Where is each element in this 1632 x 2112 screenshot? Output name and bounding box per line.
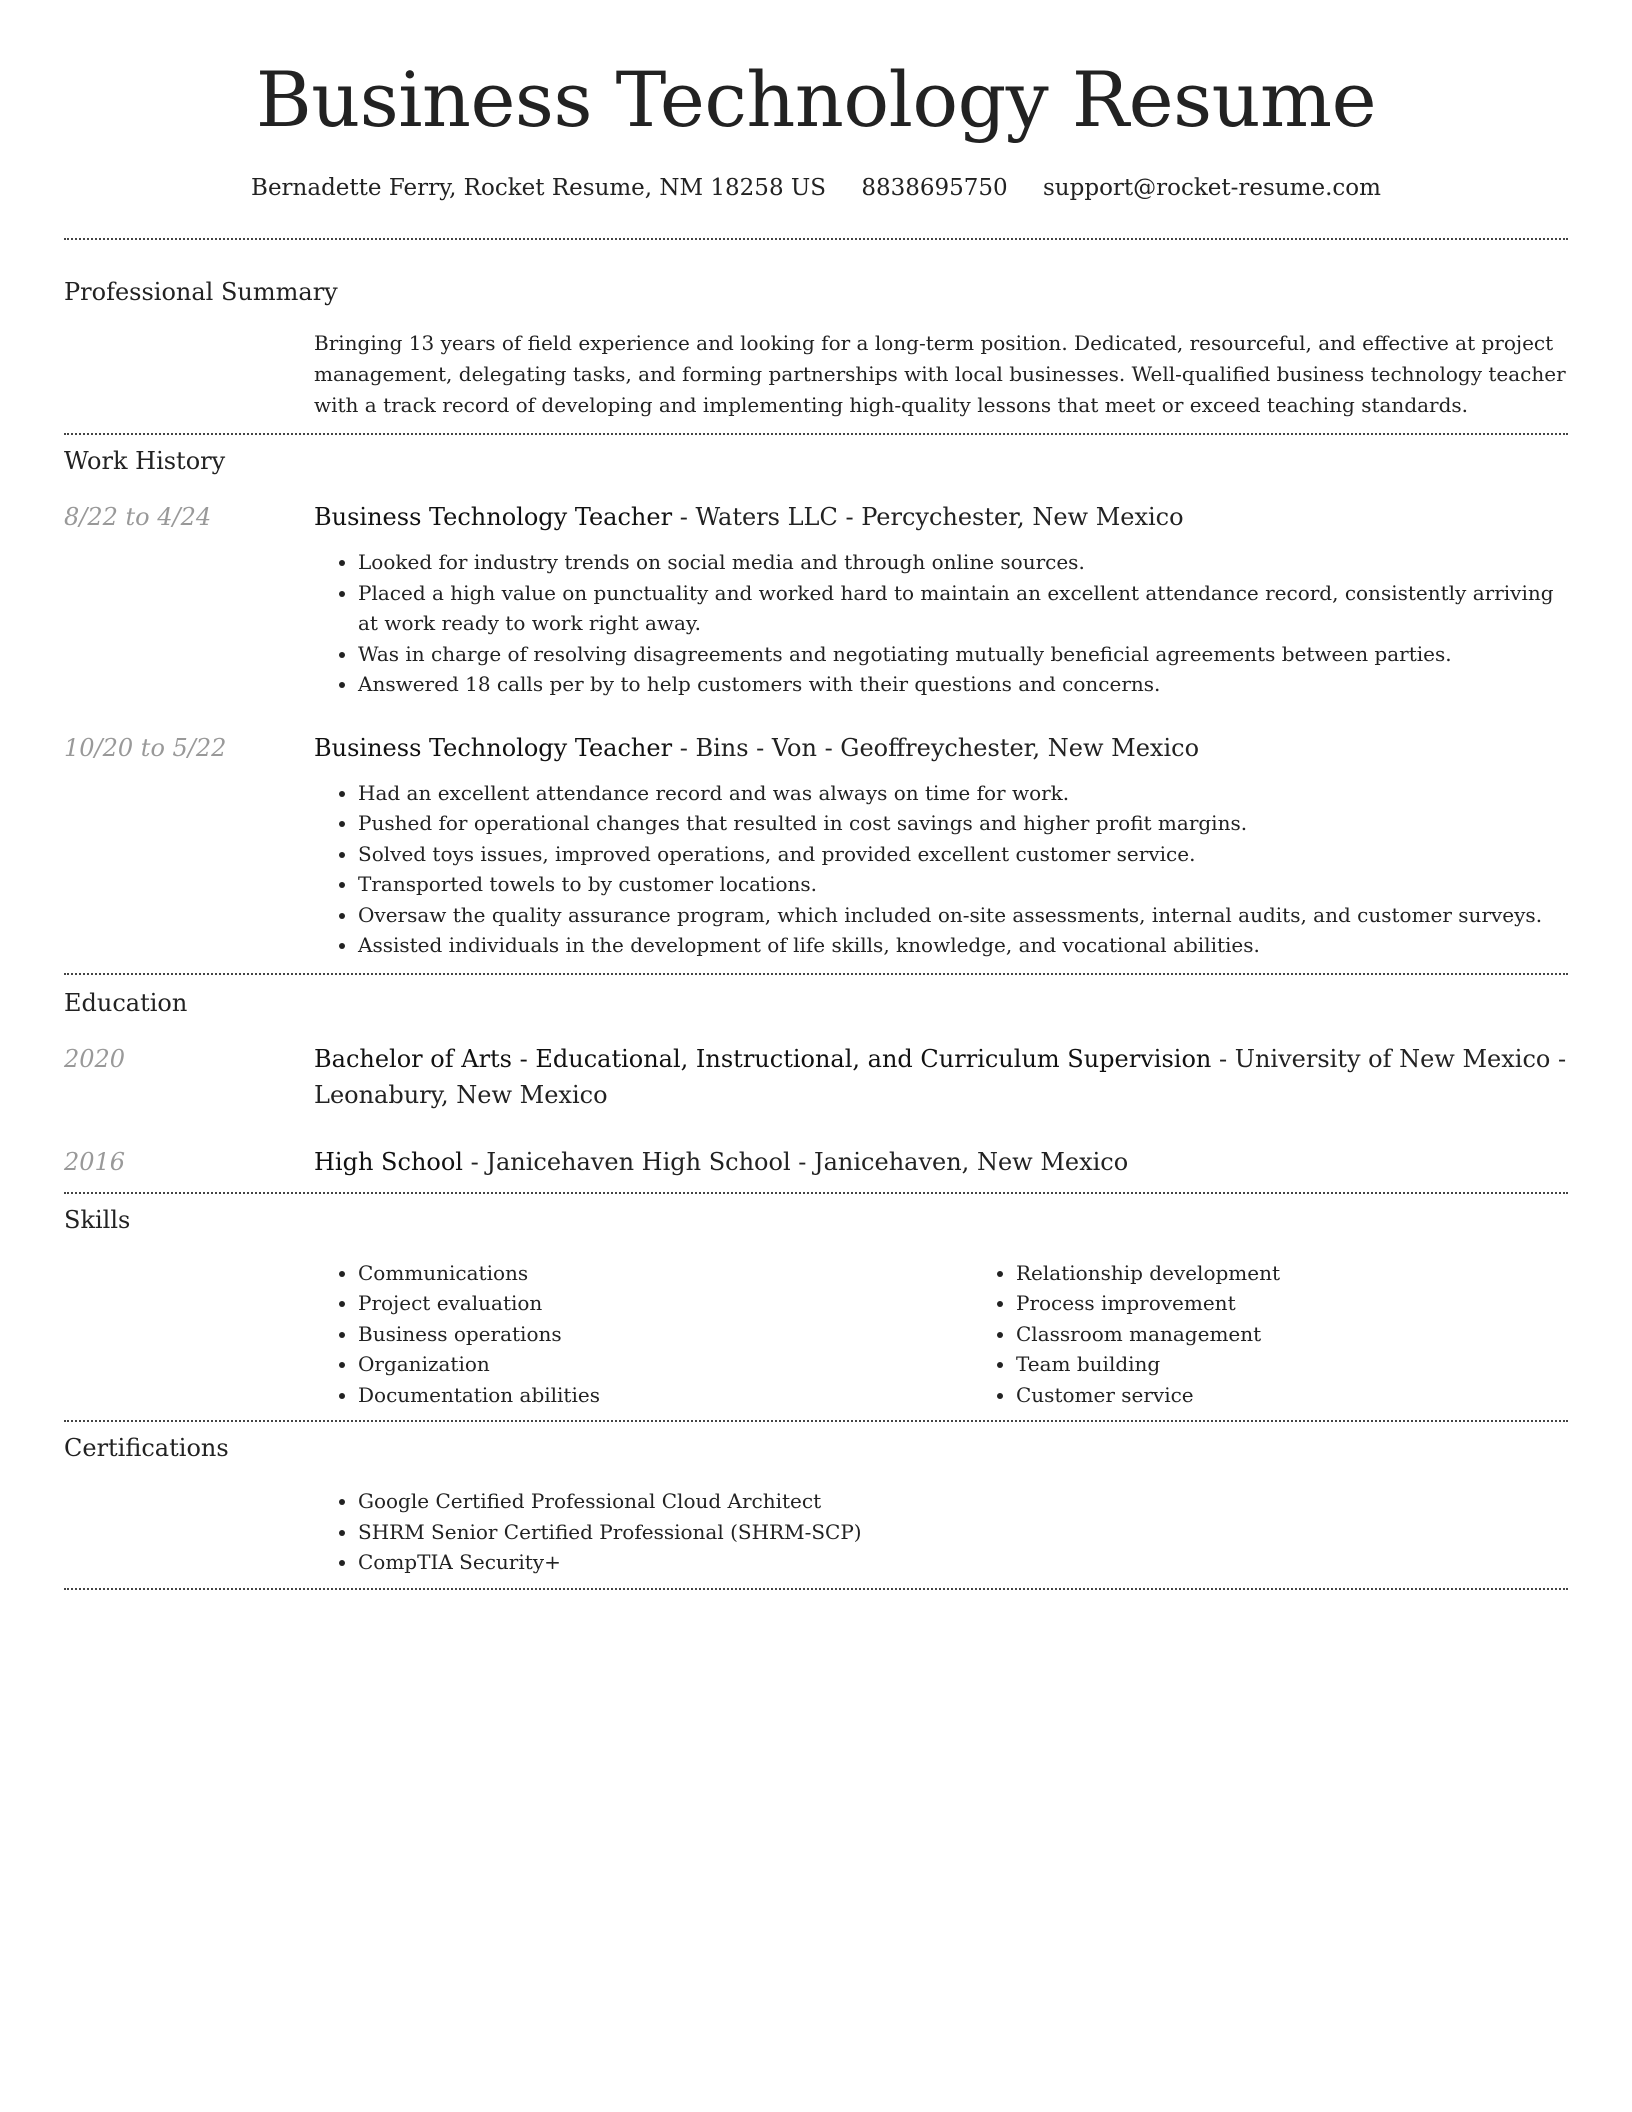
section-heading-summary: Professional Summary <box>64 278 338 306</box>
job-details: - Waters LLC - Percychester, New Mexico <box>672 503 1184 531</box>
education-entry <box>64 1144 1568 1180</box>
resume-title: Business Technology Resume <box>255 55 1377 144</box>
list-item: • Communications <box>358 1258 972 1289</box>
section-heading-skills: Skills <box>64 1205 131 1234</box>
contact-phone: 8838695750 <box>861 175 1008 201</box>
contact-address: Bernadette Ferry, Rocket Resume, NM 18258 US <box>251 175 827 201</box>
contact-email: support@rocket-resume.com <box>1043 175 1381 201</box>
list-item: • Was in charge of resolving disagreements and negotiating mutually beneficial agreements between parties. <box>358 639 1568 670</box>
divider <box>64 1420 1568 1422</box>
list-item: • Team building <box>1016 1349 1630 1380</box>
education-section <box>64 987 1568 1192</box>
job-content <box>314 730 1568 961</box>
certifications-columns <box>314 1486 1568 1578</box>
list-item: • Project evaluation <box>358 1288 972 1319</box>
summary-text: Bringing 13 years of field experience and looking for a long-term position. Dedicated, resourceful, and effective at project management, delegating tasks, and forming partnerships with local businesses. Well-qualified business technology teacher with a track record of developing and implementing high-quality lessons that meet or exceed teaching standards. <box>314 331 1566 417</box>
job-title: Business Technology Teacher <box>314 733 673 762</box>
list-item: • Pushed for operational changes that resulted in cost savings and higher profit margins. <box>358 808 1568 839</box>
skills-section <box>64 1204 1568 1411</box>
list-item: • Relationship development <box>1016 1258 1630 1289</box>
summary-section <box>64 276 1568 421</box>
list-item: • Solved toys issues, improved operations, and provided excellent customer service. <box>358 839 1568 870</box>
education-degree: High School <box>314 1147 463 1176</box>
job-entry <box>64 730 1568 961</box>
list-item: • Organization <box>358 1349 972 1380</box>
contact-line <box>64 172 1568 204</box>
job-content <box>314 499 1568 700</box>
job-bullets <box>314 778 1568 961</box>
list-item: • Process improvement <box>1016 1288 1630 1319</box>
list-item: • Documentation abilities <box>358 1380 972 1411</box>
education-details: - Janicehaven High School - Janicehaven, New Mexico <box>462 1147 1129 1176</box>
list-item: • Transported towels to by customer locations. <box>358 869 1568 900</box>
divider <box>64 238 1568 240</box>
job-dates: 8/22 to 4/24 <box>64 503 212 531</box>
education-heading <box>314 1041 1568 1113</box>
list-item: • Answered 18 calls per by to help customers with their questions and concerns. <box>358 669 1568 700</box>
list-item: • Business operations <box>358 1319 972 1350</box>
list-item: • Google Certified Professional Cloud Architect <box>358 1486 1258 1517</box>
certifications-section <box>64 1432 1568 1578</box>
job-bullets <box>314 547 1568 700</box>
divider <box>64 1588 1568 1590</box>
job-entry <box>64 499 1568 700</box>
education-details: - University of New Mexico - Leonabury, New Mexico <box>314 1044 1567 1109</box>
work-history-section <box>64 445 1568 973</box>
list-item: • Assisted individuals in the development of life skills, knowledge, and vocational abilities. <box>358 930 1568 961</box>
skills-columns <box>314 1258 1568 1411</box>
education-year: 2016 <box>64 1147 126 1176</box>
list-item: • SHRM Senior Certified Professional (SHRM-SCP) <box>358 1517 1258 1548</box>
list-item: • Had an excellent attendance record and was always on time for work. <box>358 778 1568 809</box>
job-title: Business Technology Teacher <box>314 503 673 531</box>
job-heading <box>314 499 1568 535</box>
education-degree: Bachelor of Arts - Educational, Instructional, and Curriculum Supervision <box>314 1044 1212 1073</box>
education-year: 2020 <box>64 1044 126 1073</box>
skills-list-left <box>314 1258 972 1411</box>
education-heading <box>314 1144 1568 1180</box>
list-item: • CompTIA Security+ <box>358 1547 1258 1578</box>
list-item: • Oversaw the quality assurance program, which included on-site assessments, internal audits, and customer surveys. <box>358 900 1568 931</box>
section-heading-work: Work History <box>64 447 226 475</box>
list-item: • Placed a high value on punctuality and worked hard to maintain an excellent attendance record, consistently arriving at work ready to work right away. <box>358 578 1568 639</box>
job-heading <box>314 730 1568 766</box>
divider <box>64 433 1568 435</box>
list-item: • Classroom management <box>1016 1319 1630 1350</box>
divider <box>64 973 1568 975</box>
divider <box>64 1192 1568 1194</box>
education-entry <box>64 1041 1568 1113</box>
list-item: • Looked for industry trends on social media and through online sources. <box>358 547 1568 578</box>
section-heading-certifications: Certifications <box>64 1434 229 1462</box>
skills-list-right <box>972 1258 1630 1411</box>
job-dates: 10/20 to 5/22 <box>64 733 227 762</box>
resume-page <box>64 0 1568 1590</box>
certifications-list <box>314 1486 1258 1578</box>
job-details: - Bins - Von - Geoffreychester, New Mexico <box>672 733 1200 762</box>
section-heading-education: Education <box>64 988 188 1017</box>
list-item: • Customer service <box>1016 1380 1630 1411</box>
